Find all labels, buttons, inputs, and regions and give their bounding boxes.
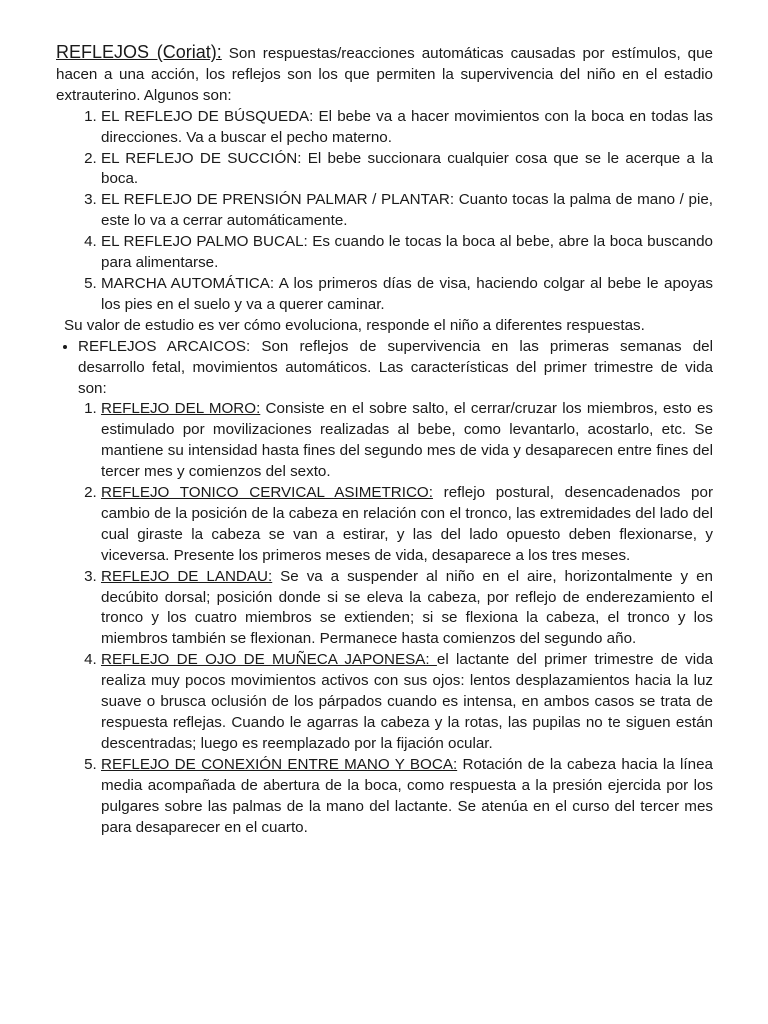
archaic-item-tonico-cervical	[101, 483, 713, 567]
archaic-item-ojo-muneca	[101, 650, 713, 755]
reflex-item-busqueda: 1. EL REFLEJO DE BÚSQUEDA: El bebe va a hacer movimientos con la boca en todas las direcciones. Va a buscar el pecho materno.	[101, 107, 713, 149]
reflex-list	[56, 107, 713, 316]
archaic-item-moro	[101, 399, 713, 483]
document-page	[56, 42, 713, 838]
reflex-item-palmo-bucal: 4. EL REFLEJO PALMO BUCAL: Es cuando le tocas la boca al bebe, abre la boca buscando para alimentarse.	[101, 232, 713, 274]
archaic-item-title: REFLEJO DE OJO DE MUÑECA JAPONESA:	[101, 651, 437, 669]
archaic-item-text: reflejo postural, desencadenados por cambio de la posición de la cabeza en relación con el tronco, las extremidades del lado del cual giraste la cabeza se van a estirar, y las del lado opuesto deben flexionarse, y viceversa. Presente los primeros meses de vida, desaparece a los tres meses.	[101, 484, 714, 564]
archaic-item-text: Rotación de la cabeza hacia la línea media acompañada de abertura de la boca, como respuesta a la presión ejercida por los pulgares sobre las palmas de la mano del lactante. Se atenúa en el curso del tercer mes para desaparecer en el cuarto.	[101, 755, 713, 836]
summary-text: Su valor de estudio es ver cómo evoluciona, responde el niño a diferentes respuestas.	[64, 316, 645, 334]
reflex-item-succion: 2. EL REFLEJO DE SUCCIÓN: El bebe succionara cualquier cosa que se le acerque a la boca.	[101, 149, 713, 191]
intro-paragraph	[56, 42, 713, 107]
archaic-reflex-list	[78, 399, 713, 838]
archaic-item-title: REFLEJO DE CONEXIÓN ENTRE MANO Y BOCA:	[101, 755, 458, 773]
archaic-bullet-item	[78, 337, 713, 839]
archaic-intro-text: REFLEJOS ARCAICOS: Son reflejos de supervivencia en las primeras semanas del desarrollo fetal, movimientos automáticos. Las características del primer trimestre de vida son:	[78, 337, 713, 397]
archaic-item-mano-boca	[101, 755, 713, 839]
archaic-item-title: REFLEJO DE LANDAU:	[101, 567, 273, 585]
archaic-item-landau	[101, 567, 713, 651]
intro-text: Son respuestas/reacciones automáticas causadas por estímulos, que hacen a una acción, los reflejos son los que permiten la supervivencia del niño en el estadio extrauterino. Algunos son:	[56, 45, 714, 104]
archaic-item-text: el lactante del primer trimestre de vida realiza muy pocos movimientos activos con sus ojos: lentos desplazamientos hacia la luz suave o brusca oclusión de los párpados cuando es intensa, en ambos casos se trata de respuesta reflejas. Cuando le agarras la cabeza y la rotas, las pupilas no te siguen están descentradas; luego es reemplazado por la fijación ocular.	[101, 651, 713, 752]
document-title: REFLEJOS (Coriat):	[56, 42, 222, 62]
archaic-item-title: REFLEJO TONICO CERVICAL ASIMETRICO:	[101, 484, 433, 502]
reflex-item-marcha: 5. MARCHA AUTOMÁTICA: A los primeros días de visa, haciendo colgar al bebe le apoyas los pies en el suelo y va a querer caminar.	[101, 274, 713, 316]
archaic-bullet-list	[56, 337, 713, 839]
archaic-item-text: Se va a suspender al niño en el aire, horizontalmente y en decúbito dorsal; posición donde si se eleva la cabeza, por reflejo de enderezamiento el tronco y los cuatro miembros se extienden; si se flexiona la cabeza, el tronco y los miembros también se flexionan. Permanece hasta comienzos del segundo año.	[101, 567, 713, 648]
archaic-item-title: REFLEJO DEL MORO:	[101, 400, 261, 418]
reflex-item-prension: 3. EL REFLEJO DE PRENSIÓN PALMAR / PLANTAR: Cuanto tocas la palma de mano / pie, este lo va a cerrar automáticamente.	[101, 190, 713, 232]
archaic-item-text: Consiste en el sobre salto, el cerrar/cruzar los miembros, esto es estimulado por movilizaciones realizadas al bebe, como levantarlo, acostarlo, etc. Se mantiene su intensidad hasta fines del segundo mes de vida y desaparecen entre fines del tercer mes y comienzos del sexto.	[101, 400, 713, 481]
